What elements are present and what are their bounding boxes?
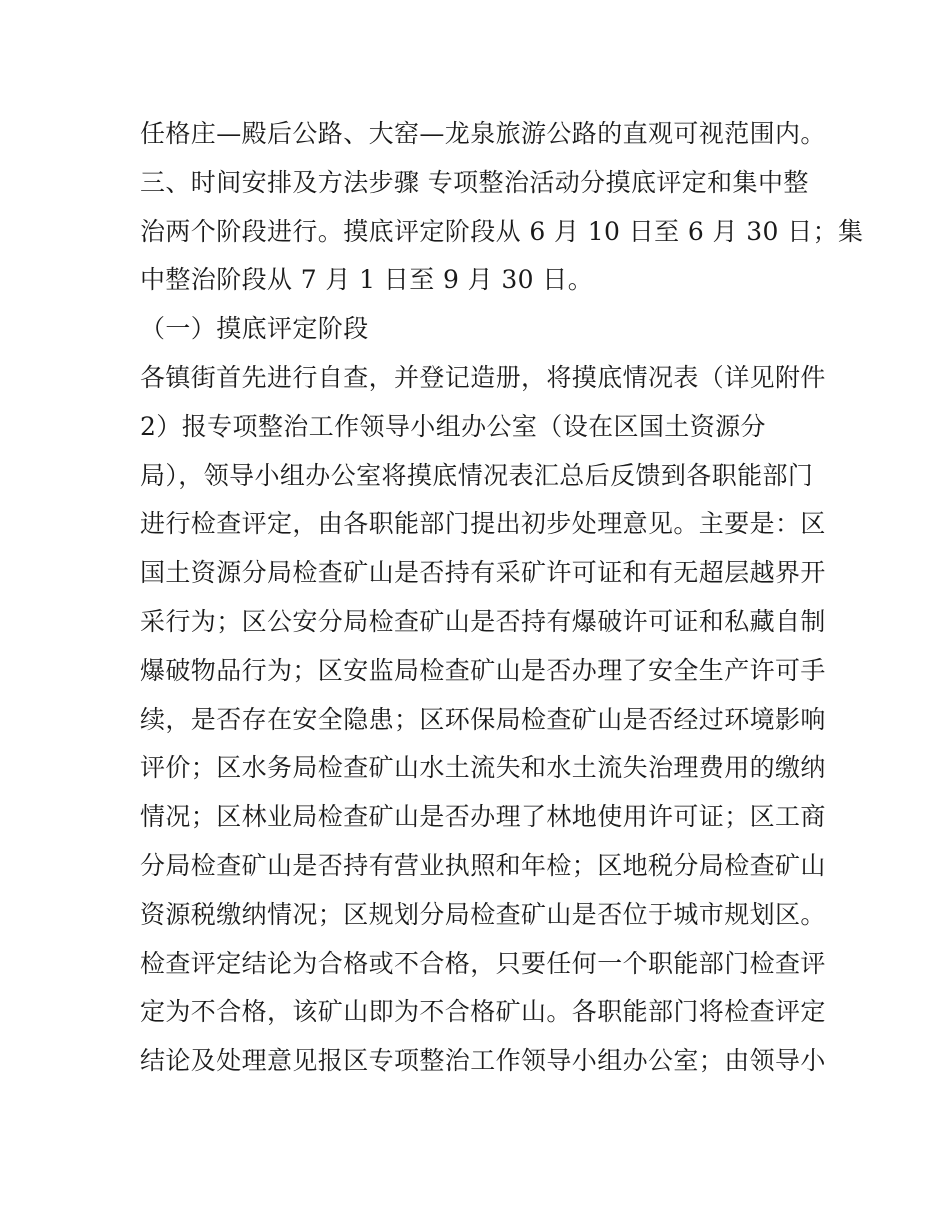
- text-line: 治两个阶段进行。摸底评定阶段从 6 月 10 日至 6 月 30 日；集: [140, 216, 864, 246]
- text-line: 采行为；区公安分局检查矿山是否持有爆破许可证和私藏自制: [140, 606, 826, 636]
- text-line: 定为不合格，该矿山即为不合格矿山。各职能部门将检查评定: [140, 997, 826, 1027]
- text-line: 局），领导小组办公室将摸底情况表汇总后反馈到各职能部门: [140, 460, 814, 490]
- text-line: 任格庄—殿后公路、大窑—龙泉旅游公路的直观可视范围内。: [140, 119, 826, 148]
- text-line: 中整治阶段从 7 月 1 日至 9 月 30 日。: [140, 265, 594, 295]
- text-line: 分局检查矿山是否持有营业执照和年检；区地税分局检查矿山: [140, 850, 826, 880]
- text-line: 检查评定结论为合格或不合格，只要任何一个职能部门检查评: [140, 948, 826, 978]
- text-line: 三、时间安排及方法步骤 专项整治活动分摸底评定和集中整: [140, 167, 809, 197]
- text-line: 续，是否存在安全隐患；区环保局检查矿山是否经过环境影响: [140, 704, 826, 734]
- text-line: 资源税缴纳情况；区规划分局检查矿山是否位于城市规划区。: [140, 899, 826, 929]
- text-line: 各镇街首先进行自查，并登记造册，将摸底情况表（详见附件: [140, 362, 826, 392]
- text-line: 评价；区水务局检查矿山水土流失和水土流失治理费用的缴纳: [140, 753, 826, 783]
- text-line: 国土资源分局检查矿山是否持有采矿许可证和有无超层越界开: [140, 558, 826, 588]
- body-text: [140, 110, 864, 1086]
- section-heading: （一）摸底评定阶段: [140, 314, 369, 344]
- text-line: 2）报专项整治工作领导小组办公室（设在区国土资源分: [140, 411, 766, 441]
- text-line: 爆破物品行为；区安监局检查矿山是否办理了安全生产许可手: [140, 655, 826, 685]
- text-line: 进行检查评定，由各职能部门提出初步处理意见。主要是：区: [140, 509, 826, 539]
- text-line: 结论及处理意见报区专项整治工作领导小组办公室；由领导小: [140, 1046, 826, 1076]
- text-line: 情况；区林业局检查矿山是否办理了林地使用许可证；区工商: [140, 802, 826, 832]
